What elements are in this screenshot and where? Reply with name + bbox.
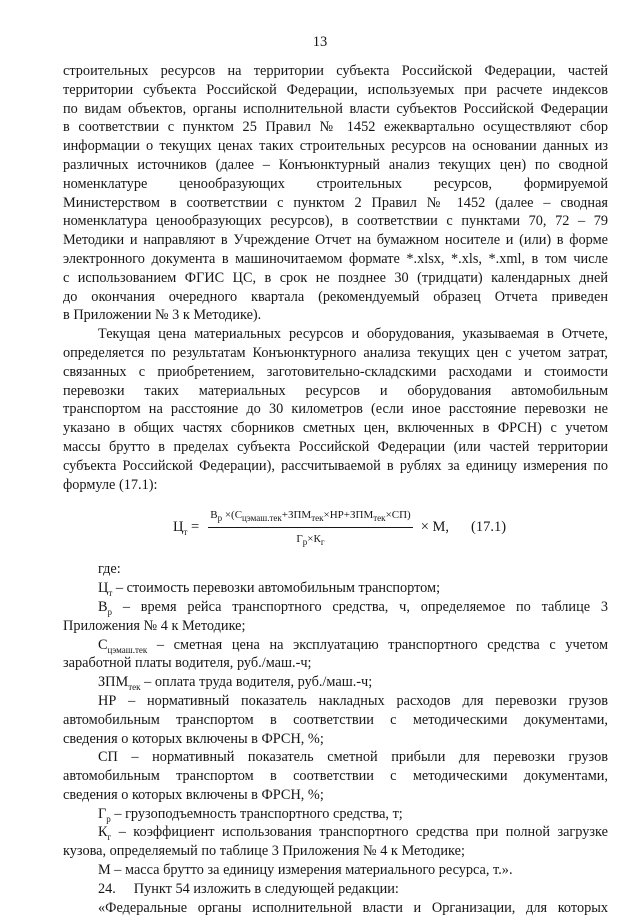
formula xyxy=(173,506,506,549)
text-line: транспортом на расстояние до 30 километров (если иное расстояние перевозки не xyxy=(63,401,608,418)
text-line: определяется по результатам Конъюнктурного анализа текущих цен с учетом затрат, xyxy=(63,344,608,361)
def-zpm: $ЗПМ_{тек}$ – оплата труда водителя, руб./маш.-ч; xyxy=(98,674,373,692)
def-vr-cont: Приложения № 4 к Методике; xyxy=(63,617,246,634)
equation-number: (17.1) xyxy=(471,519,507,536)
text-line: с использованием ФГИС ЦС, в срок не позднее 30 (тридцати) календарных дней xyxy=(63,269,608,286)
formula-denominator: $Г_р\times К_г$ xyxy=(296,533,325,548)
text-line: территории субъекта Российской Федерации, используемых при расчете индексов xyxy=(63,81,608,98)
text-line: «Федеральные органы исполнительной власти и Организации, для которых xyxy=(98,899,608,916)
text-line: перевозки таких материальных ресурсов и оборудования автомобильным xyxy=(63,382,608,399)
paragraph-1 xyxy=(63,62,608,325)
def-c-cont: заработной платы водителя, руб./маш.-ч; xyxy=(63,655,312,672)
text-line: массы брутто в пределах субъекта Российской Федерации (или частей территории xyxy=(63,438,608,455)
formula-17-1 xyxy=(63,500,608,558)
text-line: номенклатуре ценообразующих строительных ресурсов, формируемой xyxy=(63,175,608,192)
text-line: до окончания очередного квартала (рекомендуемый образец Отчета приведен xyxy=(63,288,608,305)
def-kg: $К_г$ – коэффициент использования транспортного средства при полной загрузке xyxy=(98,824,608,843)
text-line: информации о текущих ценах таких строительных ресурсов на основании данных из xyxy=(63,138,608,155)
text-line: Министерством в соответствии с пунктом 2 Правил № 1452 (далее – сводная xyxy=(63,194,608,211)
text-line: формуле (17.1): xyxy=(63,476,158,493)
def-nr: НР – нормативный показатель накладных расходов для перевозки грузов xyxy=(98,692,608,709)
text-line: в Приложении № 3 к Методике). xyxy=(63,307,262,324)
def-ct: $Ц_т$ – стоимость перевозки автомобильным транспортом; xyxy=(98,580,441,598)
def-c: $С_{цэмаш.тек}$ – сметная цена на эксплуатацию транспортного средства с учетом xyxy=(98,636,608,655)
text-line: Методики и направляют в Учреждение Отчет на бумажном носителе и (или) в форме xyxy=(63,232,608,249)
def-sp-cont: сведения о которых включены в ФРСН, %; xyxy=(63,786,324,803)
text-line: по видам объектов, органы исполнительной власти субъектов Российской Федерации xyxy=(63,100,608,117)
def-nr-cont: автомобильным транспортом в соответствии с методическими документами, xyxy=(63,711,608,728)
text-line: различных источников (далее – Конъюнктурный анализ текущих цен) по сводной xyxy=(63,156,608,173)
def-nr-cont: сведения о которых включены в ФРСН, %; xyxy=(63,730,324,747)
formula-fraction xyxy=(208,506,412,549)
document-body xyxy=(63,62,608,917)
text-line: связанных с приобретением, заготовительно-складскими расходами и стоимости xyxy=(63,363,608,380)
text-line: номенклатура ценообразующих ресурсов), в соответствии с пунктами 70, 72 – 79 xyxy=(63,213,608,230)
text-line: субъекта Российской Федерации), рассчитываемой в рублях за единицу измерения по xyxy=(63,457,608,474)
item-24: 24. Пункт 54 изложить в следующей редакции: xyxy=(98,880,399,897)
text-line: Текущая цена материальных ресурсов и оборудования, указываемая в Отчете, xyxy=(98,326,608,343)
formula-lhs: $Ц_т$ = xyxy=(173,519,200,538)
formula-rhs: × М, xyxy=(420,519,450,536)
where-label: где: xyxy=(98,561,121,578)
text-line: электронного документа в машиночитаемом формате *.xlsx, *.xls, *.xml, в том числе xyxy=(63,250,608,267)
def-m: М – масса брутто за единицу измерения материального ресурса, т.». xyxy=(98,862,513,879)
page-number: 13 xyxy=(312,34,328,50)
text-line: в соответствии с пунктом 25 Правил № 1452 ежеквартально осуществляют сбор xyxy=(63,119,608,136)
text-line: указано в общих частях сборников сметных цен, включенных в ФРСН) с учетом xyxy=(63,420,608,437)
text-line: строительных ресурсов на территории субъекта Российской Федерации, частей xyxy=(63,63,608,79)
paragraph-2 xyxy=(63,325,608,494)
def-sp-cont: автомобильным транспортом в соответствии с методическими документами, xyxy=(63,768,608,785)
definitions xyxy=(63,560,608,880)
def-kg-cont: кузова, определяемый по таблице 3 Приложения № 4 к Методике; xyxy=(63,843,465,860)
def-gr: $Г_р$ – грузоподъемность транспортного средства, т; xyxy=(98,805,403,824)
def-sp: СП – нормативный показатель сметной прибыли для перевозки грузов xyxy=(98,749,608,766)
def-vr: $В_р$ – время рейса транспортного средства, ч, определяемое по таблице 3 xyxy=(98,598,608,617)
formula-numerator: $В_р \times(С_{цэмаш.тек}+ЗПМ_{тек}\times НР+ЗПМ_{тек}\times СП)$ xyxy=(208,506,412,528)
